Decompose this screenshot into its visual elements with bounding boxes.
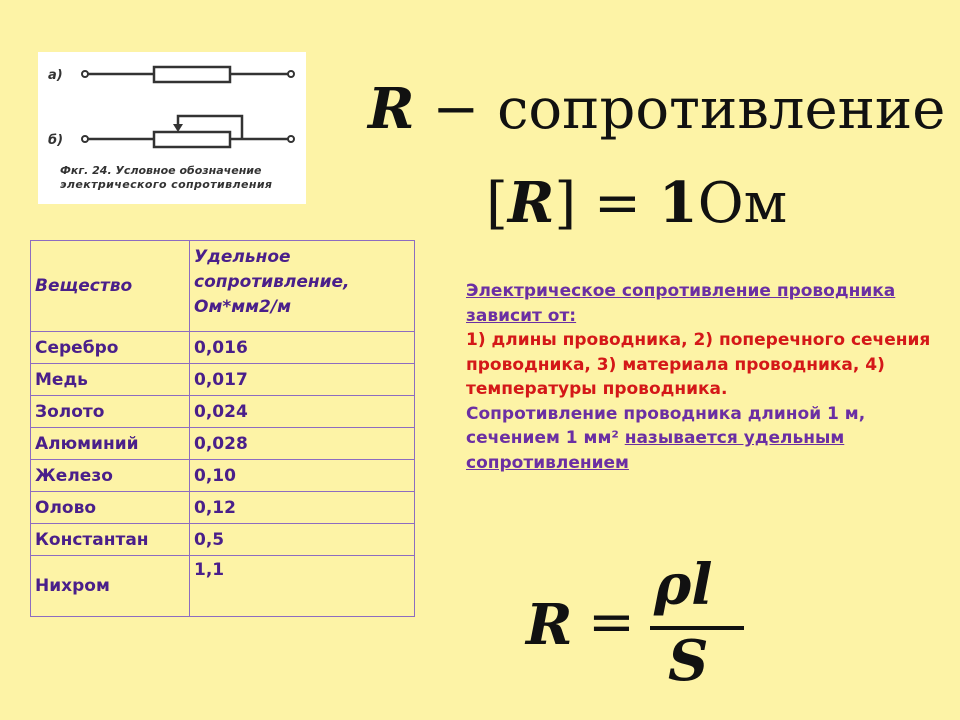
unit-bracket-close: ] = bbox=[554, 171, 659, 236]
resistor-symbol-figure bbox=[38, 52, 306, 204]
terminal-b-right bbox=[288, 136, 294, 142]
substance-cell: Серебро bbox=[31, 332, 190, 364]
unit-symbol: R bbox=[507, 170, 555, 236]
resistivity-cell: 0,5 bbox=[190, 524, 415, 556]
resistivity-cell: 0,024 bbox=[190, 396, 415, 428]
substance-cell: Железо bbox=[31, 460, 190, 492]
unit-one: 1 bbox=[658, 170, 698, 236]
terminal-b-left bbox=[82, 136, 88, 142]
figure-caption bbox=[60, 164, 300, 192]
resistance-unit bbox=[486, 170, 787, 236]
definition-term: называется удельным сопротивлением bbox=[466, 428, 845, 473]
definition-text: Сопротивление проводника длиной 1 м, сечением 1 мм² bbox=[466, 403, 866, 448]
table-row bbox=[31, 332, 415, 364]
unit-bracket-open: [ bbox=[486, 171, 508, 236]
terminal-a-left bbox=[82, 71, 88, 77]
resistivity-cell: 0,016 bbox=[190, 332, 415, 364]
header-resistivity: Удельное сопротивление, Ом*мм2/м bbox=[190, 241, 415, 332]
resistance-formula bbox=[526, 552, 746, 700]
resistance-symbol: R bbox=[368, 76, 415, 142]
substance-cell: Нихром bbox=[31, 556, 190, 617]
caption-line-1: Фкг. 24. Условное обозначение bbox=[60, 164, 262, 177]
table-row bbox=[31, 428, 415, 460]
substance-cell: Алюминий bbox=[31, 428, 190, 460]
resistivity-cell: 0,028 bbox=[190, 428, 415, 460]
resistivity-cell: 0,017 bbox=[190, 364, 415, 396]
resistance-title bbox=[368, 76, 945, 142]
table-row bbox=[31, 492, 415, 524]
label-a: а) bbox=[48, 68, 63, 83]
formula-numerator: ρl bbox=[654, 552, 713, 618]
formula-denominator: S bbox=[668, 628, 709, 694]
label-b: б) bbox=[48, 133, 64, 148]
table-header-row bbox=[31, 241, 415, 332]
resistivity-table bbox=[30, 240, 415, 617]
table-row bbox=[31, 556, 415, 617]
table-row bbox=[31, 364, 415, 396]
resistor-b-body bbox=[154, 132, 230, 147]
resistor-a-body bbox=[154, 67, 230, 82]
unit-name: Ом bbox=[697, 171, 788, 236]
substance-cell: Золото bbox=[31, 396, 190, 428]
header-substance: Вещество bbox=[31, 241, 190, 332]
formula-equals: = bbox=[588, 590, 635, 655]
table-row bbox=[31, 396, 415, 428]
table-row bbox=[31, 460, 415, 492]
dependence-heading: Электрическое сопротивление проводника зависит от: bbox=[466, 281, 896, 326]
table-row bbox=[31, 524, 415, 556]
terminal-a-right bbox=[288, 71, 294, 77]
resistivity-cell: 1,1 bbox=[190, 556, 415, 617]
dependence-factors: 1) длины проводника, 2) поперечного сечения проводника, 3) материала проводника, 4) температуры проводника. bbox=[466, 330, 931, 399]
resistivity-cell: 0,10 bbox=[190, 460, 415, 492]
substance-cell: Константан bbox=[31, 524, 190, 556]
substance-cell: Медь bbox=[31, 364, 190, 396]
explanation-text bbox=[466, 279, 936, 475]
substance-cell: Олово bbox=[31, 492, 190, 524]
caption-line-2: электрического сопротивления bbox=[60, 178, 273, 191]
resistance-title-text: − сопротивление bbox=[414, 77, 946, 142]
formula-lhs: R bbox=[526, 592, 573, 658]
resistivity-cell: 0,12 bbox=[190, 492, 415, 524]
slider-wire bbox=[178, 116, 242, 139]
